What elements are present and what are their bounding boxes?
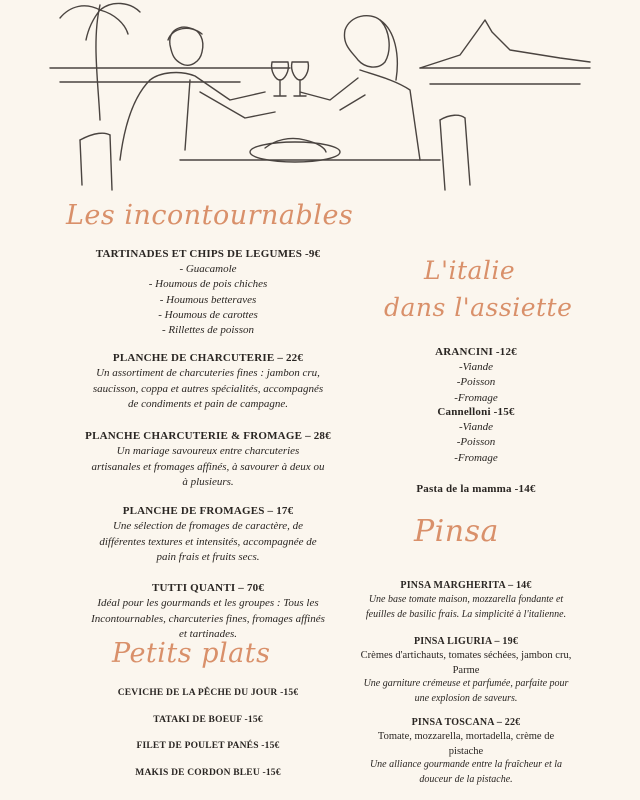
- item-title-cannelloni: Cannelloni -15€: [437, 406, 515, 418]
- section-heading-italie-2: dans l'assiette: [384, 293, 573, 322]
- item-title-charcuterie: PLANCHE DE CHARCUTERIE – 22€: [112, 352, 304, 364]
- item-title-arancini: ARANCINI -12€: [435, 346, 517, 358]
- pinsa-column: [346, 0, 586, 800]
- section-heading-petits-plats: Petits plats: [112, 638, 271, 669]
- list-item: - Houmous betteraves: [159, 293, 257, 306]
- section-heading-incontournables: Les incontournables: [66, 200, 354, 231]
- desc-line: artisanales et fromages affinés, à savourer à deux ou: [91, 460, 325, 473]
- petits-plats-column: [96, 0, 320, 800]
- plat-makis: MAKIS DE CORDON BLEU -15€: [135, 768, 281, 778]
- desc-line: Une sélection de fromages de caractère, de: [112, 520, 304, 532]
- desc-line: Idéal pour les gourmands et les groupes : Tous les: [97, 597, 319, 609]
- ingredient-line: Parme: [452, 664, 480, 676]
- option: -Fromage: [454, 391, 498, 404]
- desc-line: saucisson, coppa et autres spécialités, accompagnés: [92, 382, 324, 395]
- list-item: - Rillettes de poisson: [162, 324, 254, 337]
- desc-line: douceur de la pistache.: [419, 773, 513, 785]
- item-title-margherita: PINSA MARGHERITA – 14€: [400, 580, 532, 591]
- desc-line: Incontournables, charcuteries fines, fromages affinés: [91, 612, 325, 625]
- desc-line: Une alliance gourmande entre la fraîcheur et la: [369, 759, 563, 770]
- item-title-fromages: PLANCHE DE FROMAGES – 17€: [122, 505, 294, 517]
- desc-line: et tartinades.: [178, 628, 238, 640]
- item-description: [346, 593, 586, 622]
- desc-line: Un mariage savoureux entre charcuteries: [116, 445, 300, 457]
- desc-line: pain frais et fruits secs.: [156, 551, 260, 563]
- item-title-toscana: PINSA TOSCANA – 22€: [411, 717, 521, 728]
- item-description: [346, 758, 586, 787]
- list-item: - Houmous de carottes: [158, 308, 258, 321]
- item-title-liguria: PINSA LIGURIA – 19€: [413, 636, 519, 647]
- item-ingredients: [346, 730, 586, 759]
- desc-line: Une garniture crémeuse et parfumée, parfaite pour: [363, 678, 569, 689]
- option: -Viande: [458, 361, 493, 373]
- item-title-charcuterie-fromage: PLANCHE CHARCUTERIE & FROMAGE – 28€: [85, 430, 331, 442]
- item-title-tutti-quanti: TUTTI QUANTI – 70€: [151, 582, 265, 594]
- desc-line: à plusieurs.: [182, 476, 234, 488]
- desc-line: différentes textures et intensités, accompagnée de: [99, 535, 317, 548]
- item-ingredients: [346, 649, 586, 678]
- ingredient-line: Tomate, mozzarella, mortadella, crème de: [377, 731, 555, 742]
- desc-line: Un assortiment de charcuteries fines : jambon cru,: [96, 367, 320, 379]
- plat-poulet: FILET DE POULET PANÉS -15€: [136, 741, 280, 751]
- section-heading-italie-1: L'italie: [424, 256, 516, 285]
- option: -Poisson: [456, 436, 496, 449]
- desc-line: une explosion de saveurs.: [414, 692, 518, 704]
- list-item: - Houmous de pois chiches: [148, 278, 268, 291]
- desc-line: Une base tomate maison, mozzarella fondante et: [368, 594, 564, 605]
- plat-ceviche: CEVICHE DE LA PÊCHE DU JOUR -15€: [117, 688, 299, 698]
- desc-line: de condiments et pain de campagne.: [127, 398, 289, 410]
- item-title-tartinades: TARTINADES ET CHIPS DE LEGUMES -9€: [95, 248, 321, 260]
- plat-tataki: TATAKI DE BOEUF -15€: [153, 715, 263, 725]
- option: -Viande: [458, 421, 493, 433]
- list-item: - Guacamole: [179, 263, 237, 275]
- item-description: [346, 677, 586, 706]
- ingredient-line: pistache: [448, 745, 484, 757]
- desc-line: feuilles de basilic frais. La simplicité à l'italienne.: [365, 608, 567, 620]
- ingredient-line: Crèmes d'artichauts, tomates séchées, jambon cru,: [360, 650, 572, 661]
- option: -Poisson: [456, 376, 496, 389]
- option: -Fromage: [454, 451, 498, 464]
- item-title-pasta: Pasta de la mamma -14€: [416, 483, 536, 495]
- section-heading-pinsa: Pinsa: [414, 514, 499, 549]
